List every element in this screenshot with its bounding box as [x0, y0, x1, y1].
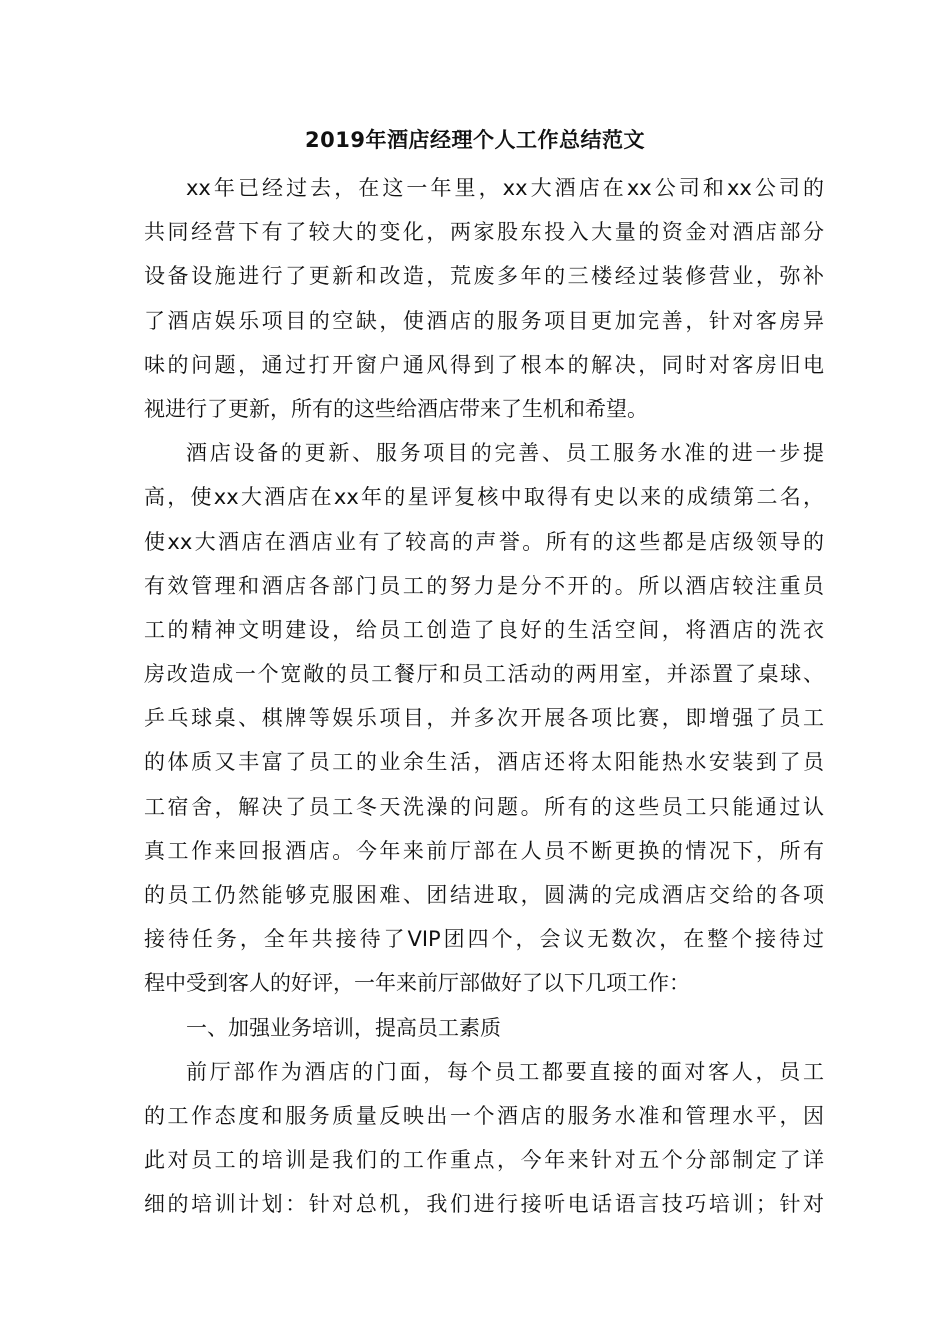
section-heading: 一、加强业务培训，提高员工素质 [186, 1015, 501, 1040]
text-line: 的工作态度和服务质量反映出一个酒店的服务水准和管理水平，因 [144, 1103, 824, 1128]
text-line: 前厅部作为酒店的门面，每个员工都要直接的面对客人，员工 [186, 1059, 824, 1084]
text-line: 的体质又丰富了员工的业余生活，酒店还将太阳能热水安装到了员 [144, 750, 824, 775]
text-line: 设备设施进行了更新和改造，荒废多年的三楼经过装修营业，弥补 [144, 264, 824, 289]
text-line: 此对员工的培训是我们的工作重点，今年来针对五个分部制定了详 [144, 1148, 824, 1173]
document-title: 2019年酒店经理个人工作总结范文 [305, 128, 645, 152]
text-line: 房改造成一个宽敞的员工餐厅和员工活动的两用室，并添置了桌球、 [144, 662, 824, 687]
text-line: xx年已经过去，在这一年里，xx大酒店在xx公司和xx公司的 [186, 176, 824, 200]
text-line: 乒乓球桌、棋牌等娱乐项目，并多次开展各项比赛，即增强了员工 [144, 706, 824, 731]
text-line: 程中受到客人的好评，一年来前厅部做好了以下几项工作： [144, 971, 690, 996]
text-line: 酒店设备的更新、服务项目的完善、员工服务水准的进一步提 [186, 441, 824, 466]
text-line: 工宿舍，解决了员工冬天洗澡的问题。所有的这些员工只能通过认 [144, 794, 824, 819]
text-line: 的员工仍然能够克服困难、团结进取，圆满的完成酒店交给的各项 [144, 883, 824, 907]
text-line: 接待任务，全年共接待了VIP团四个，会议无数次，在整个接待过 [144, 927, 824, 952]
text-line: 共同经营下有了较大的变化，两家股东投入大量的资金对酒店部分 [144, 220, 824, 245]
text-line: 了酒店娱乐项目的空缺，使酒店的服务项目更加完善，针对客房异 [144, 308, 824, 333]
text-line: 高，使xx大酒店在xx年的星评复核中取得有史以来的成绩第二名， [144, 485, 824, 510]
document-body [144, 166, 824, 1227]
text-line: 视进行了更新，所有的这些给酒店带来了生机和希望。 [144, 396, 648, 421]
text-line: 工的精神文明建设，给员工创造了良好的生活空间，将酒店的洗衣 [144, 617, 824, 642]
text-line: 细的培训计划：针对总机，我们进行接听电话语言技巧培训；针对 [144, 1192, 824, 1217]
text-line: 真工作来回报酒店。今年来前厅部在人员不断更换的情况下，所有 [144, 838, 824, 863]
text-line: 使xx大酒店在酒店业有了较高的声誉。所有的这些都是店级领导的 [144, 529, 824, 554]
text-line: 味的问题，通过打开窗户通风得到了根本的解决，同时对客房旧电 [144, 352, 824, 377]
text-line: 有效管理和酒店各部门员工的努力是分不开的。所以酒店较注重员 [144, 573, 824, 598]
